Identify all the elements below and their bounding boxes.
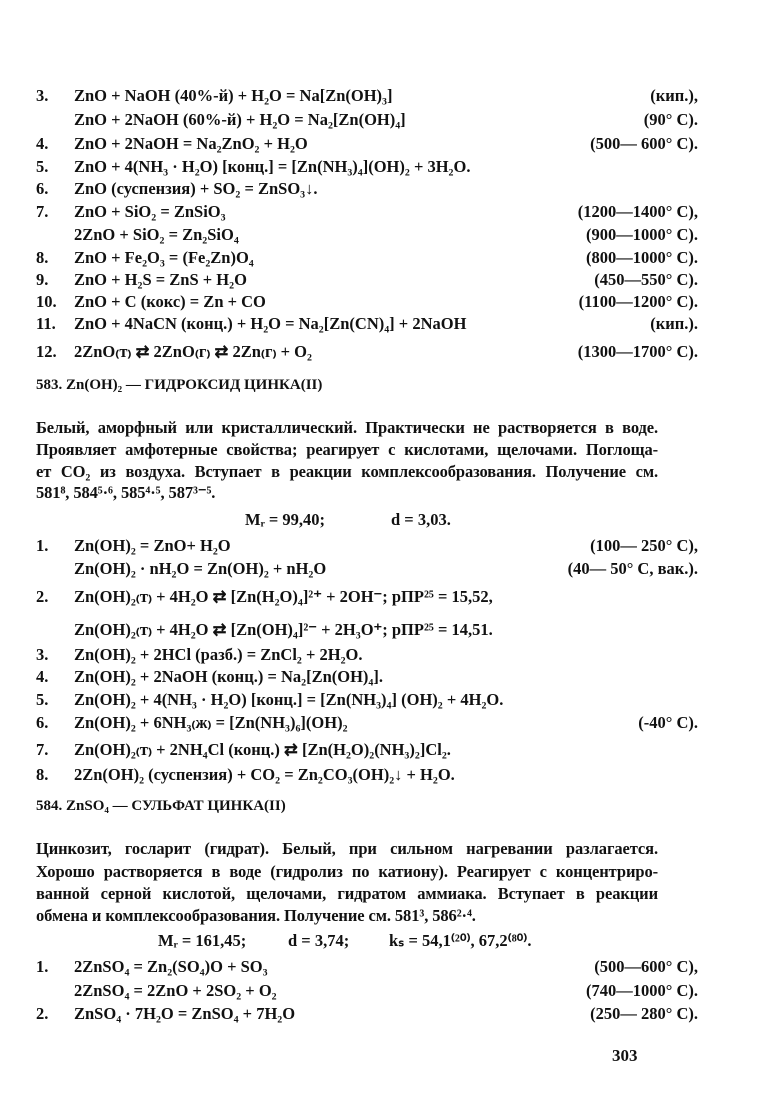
reaction-line <box>0 1003 768 1025</box>
reaction-line <box>0 178 768 200</box>
reaction-conditions: (-40° C). <box>638 713 698 732</box>
reaction-number: 12. <box>36 342 57 361</box>
reaction-number: 7. <box>36 202 49 221</box>
reaction-number: 4. <box>36 667 49 686</box>
section-583-heading: 583. Zn(OH)₂ — ГИДРОКСИД ЦИНКА(II) <box>36 377 323 393</box>
reaction-number: 5. <box>36 690 49 709</box>
paragraph-line: Белый, аморфный или кристаллический. Практически не растворяется в воде. <box>36 418 658 437</box>
reaction-number: 11. <box>36 314 56 333</box>
reaction-equation: Zn(OH)₂ + 2NaOH (конц.) = Na₂[Zn(OH)₄]. <box>74 667 383 686</box>
reaction-conditions: (кип.). <box>650 314 698 333</box>
reaction-equation: ZnO + H₂S = ZnS + H₂O <box>74 270 247 289</box>
reaction-equation: ZnO + SiO₂ = ZnSiO₃ <box>74 202 226 221</box>
reaction-number: 2. <box>36 587 49 606</box>
reaction-line <box>0 619 768 641</box>
reaction-conditions: (1100—1200° C). <box>578 292 698 311</box>
paragraph-line: ванной серной кислотой, щелочами, гидратом аммиака. Вступает в реакции <box>36 884 658 903</box>
reaction-number: 9. <box>36 270 49 289</box>
reaction-conditions: (100— 250° C), <box>590 536 698 555</box>
reaction-conditions: (500— 600° C). <box>590 134 698 153</box>
reaction-number: 1. <box>36 957 49 976</box>
reaction-line <box>0 586 768 608</box>
paragraph-line: Проявляет амфотерные свойства; реагирует с кислотами, щелочами. Поглоща- <box>36 440 658 459</box>
reaction-equation: ZnO + 2NaOH = Na₂ZnO₂ + H₂O <box>74 134 308 153</box>
reaction-line <box>0 247 768 269</box>
reaction-line <box>0 739 768 761</box>
reaction-equation: Zn(OH)₂₍т₎ + 2NH₄Cl (конц.) ⇄ [Zn(H₂O)₂(NH₃)₂]Cl₂. <box>74 740 451 759</box>
reaction-line <box>0 156 768 178</box>
reaction-equation: 2ZnO₍т₎ ⇄ 2ZnO₍г₎ ⇄ 2Zn₍г₎ + O₂ <box>74 342 312 361</box>
page-number: 303 <box>612 1046 638 1065</box>
reaction-equation: 2ZnO + SiO₂ = Zn₂SiO₄ <box>74 225 239 244</box>
paragraph-line: Цинкозит, госларит (гидрат). Белый, при сильном нагревании разлагается. <box>36 839 658 858</box>
reaction-conditions: (450—550° C). <box>594 270 698 289</box>
reaction-line <box>0 85 768 107</box>
reaction-line <box>0 201 768 223</box>
paragraph-line: обмена и комплексообразования. Получение см. 581³, 586²·⁴. <box>36 906 476 925</box>
reaction-number: 1. <box>36 536 49 555</box>
reaction-line <box>0 291 768 313</box>
reaction-equation: Zn(OH)₂₍т₎ + 4H₂O ⇄ [Zn(OH)₄]²⁻ + 2H₃O⁺; pПР²⁵ = 14,51. <box>74 620 493 639</box>
reaction-line <box>0 558 768 580</box>
reaction-conditions: (900—1000° C). <box>585 225 698 244</box>
reaction-line <box>0 224 768 246</box>
reaction-number: 3. <box>36 86 49 105</box>
reaction-number: 7. <box>36 740 49 759</box>
reaction-equation: ZnO + 4NaCN (конц.) + H₂O = Na₂[Zn(CN)₄] + 2NaOH <box>74 314 467 333</box>
section-584-heading: 584. ZnSO₄ — СУЛЬФАТ ЦИНКА(II) <box>36 798 286 814</box>
reaction-equation: ZnSO₄ · 7H₂O = ZnSO₄ + 7H₂O <box>74 1004 296 1023</box>
reaction-line <box>0 980 768 1002</box>
reaction-conditions: (800—1000° C). <box>585 248 698 267</box>
reaction-equation: 2ZnSO₄ = 2ZnO + 2SO₂ + O₂ <box>74 981 277 1000</box>
reaction-line <box>0 689 768 711</box>
reaction-number: 8. <box>36 248 49 267</box>
reaction-equation: ZnO + Fe₂O₃ = (Fe₂Zn)O₄ <box>74 248 254 267</box>
reaction-number: 5. <box>36 157 49 176</box>
reaction-conditions: (1200—1400° C), <box>577 202 698 221</box>
reaction-conditions: (40— 50° C, вак.). <box>567 559 698 578</box>
reaction-conditions: (1300—1700° C). <box>577 342 698 361</box>
reaction-conditions: (740—1000° C). <box>585 981 698 1000</box>
reaction-number: 2. <box>36 1004 49 1023</box>
reaction-equation: ZnO + 2NaOH (60%-й) + H₂O = Na₂[Zn(OH)₄] <box>74 110 406 129</box>
reaction-line <box>0 133 768 155</box>
reaction-equation: ZnO + C (кокс) = Zn + CO <box>74 292 266 311</box>
reaction-equation: ZnO (суспензия) + SO₂ = ZnSO₃↓. <box>74 179 318 198</box>
reaction-line <box>0 109 768 131</box>
solubility: kₛ = 54,1⁽²⁰⁾, 67,2⁽⁸⁰⁾. <box>389 931 532 950</box>
reaction-equation: Zn(OH)₂ = ZnO+ H₂O <box>74 536 231 555</box>
reaction-number: 6. <box>36 179 49 198</box>
reaction-conditions: (90° C). <box>643 110 698 129</box>
reaction-equation: Zn(OH)₂ + 6NH₃₍ж₎ = [Zn(NH₃)₆](OH)₂ <box>74 713 348 732</box>
paragraph-line: 581⁸, 584⁵·⁶, 585⁴·⁵, 587³⁻⁵. <box>36 483 216 502</box>
reaction-equation: ZnO + NaOH (40%-й) + H₂O = Na[Zn(OH)₃] <box>74 86 393 105</box>
reaction-line <box>0 644 768 666</box>
reaction-conditions: (500—600° C), <box>594 957 698 976</box>
reaction-line <box>0 956 768 978</box>
reaction-line <box>0 712 768 734</box>
reaction-conditions: (250— 280° C). <box>590 1004 698 1023</box>
reaction-line <box>0 764 768 786</box>
reaction-number: 8. <box>36 765 49 784</box>
reaction-line <box>0 535 768 557</box>
paragraph-line: Хорошо растворяется в воде (гидролиз по катиону). Реагирует с концентриро- <box>36 862 658 881</box>
reaction-line <box>0 341 768 363</box>
reaction-equation: Zn(OH)₂₍т₎ + 4H₂O ⇄ [Zn(H₂O)₄]²⁺ + 2OH⁻; pПР²⁵ = 15,52, <box>74 587 493 606</box>
reaction-equation: 2Zn(OH)₂ (суспензия) + CO₂ = Zn₂CO₃(OH)₂↓ + H₂O. <box>74 765 455 784</box>
reaction-equation: Zn(OH)₂ + 2HCl (разб.) = ZnCl₂ + 2H₂O. <box>74 645 363 664</box>
reaction-line <box>0 269 768 291</box>
reaction-number: 10. <box>36 292 57 311</box>
reaction-line <box>0 666 768 688</box>
paragraph-line: ет CO₂ из воздуха. Вступает в реакции комплексообразования. Получение см. <box>36 462 658 481</box>
molar-mass: Mᵣ = 99,40; <box>245 510 326 529</box>
reaction-equation: Zn(OH)₂ + 4(NH₃ · H₂O) [конц.] = [Zn(NH₃)₄] (OH)₂ + 4H₂O. <box>74 690 504 709</box>
reaction-line <box>0 313 768 335</box>
reaction-number: 4. <box>36 134 49 153</box>
reaction-equation: Zn(OH)₂ · nH₂O = Zn(OH)₂ + nH₂O <box>74 559 327 578</box>
reaction-number: 6. <box>36 713 49 732</box>
molar-mass: Mᵣ = 161,45; <box>158 931 247 950</box>
reaction-number: 3. <box>36 645 49 664</box>
reaction-conditions: (кип.), <box>650 86 698 105</box>
reaction-equation: 2ZnSO₄ = Zn₂(SO₄)O + SO₃ <box>74 957 268 976</box>
density: d = 3,03. <box>391 510 451 529</box>
density: d = 3,74; <box>288 931 350 950</box>
reaction-equation: ZnO + 4(NH₃ · H₂O) [конц.] = [Zn(NH₃)₄](OH)₂ + 3H₂O. <box>74 157 471 176</box>
